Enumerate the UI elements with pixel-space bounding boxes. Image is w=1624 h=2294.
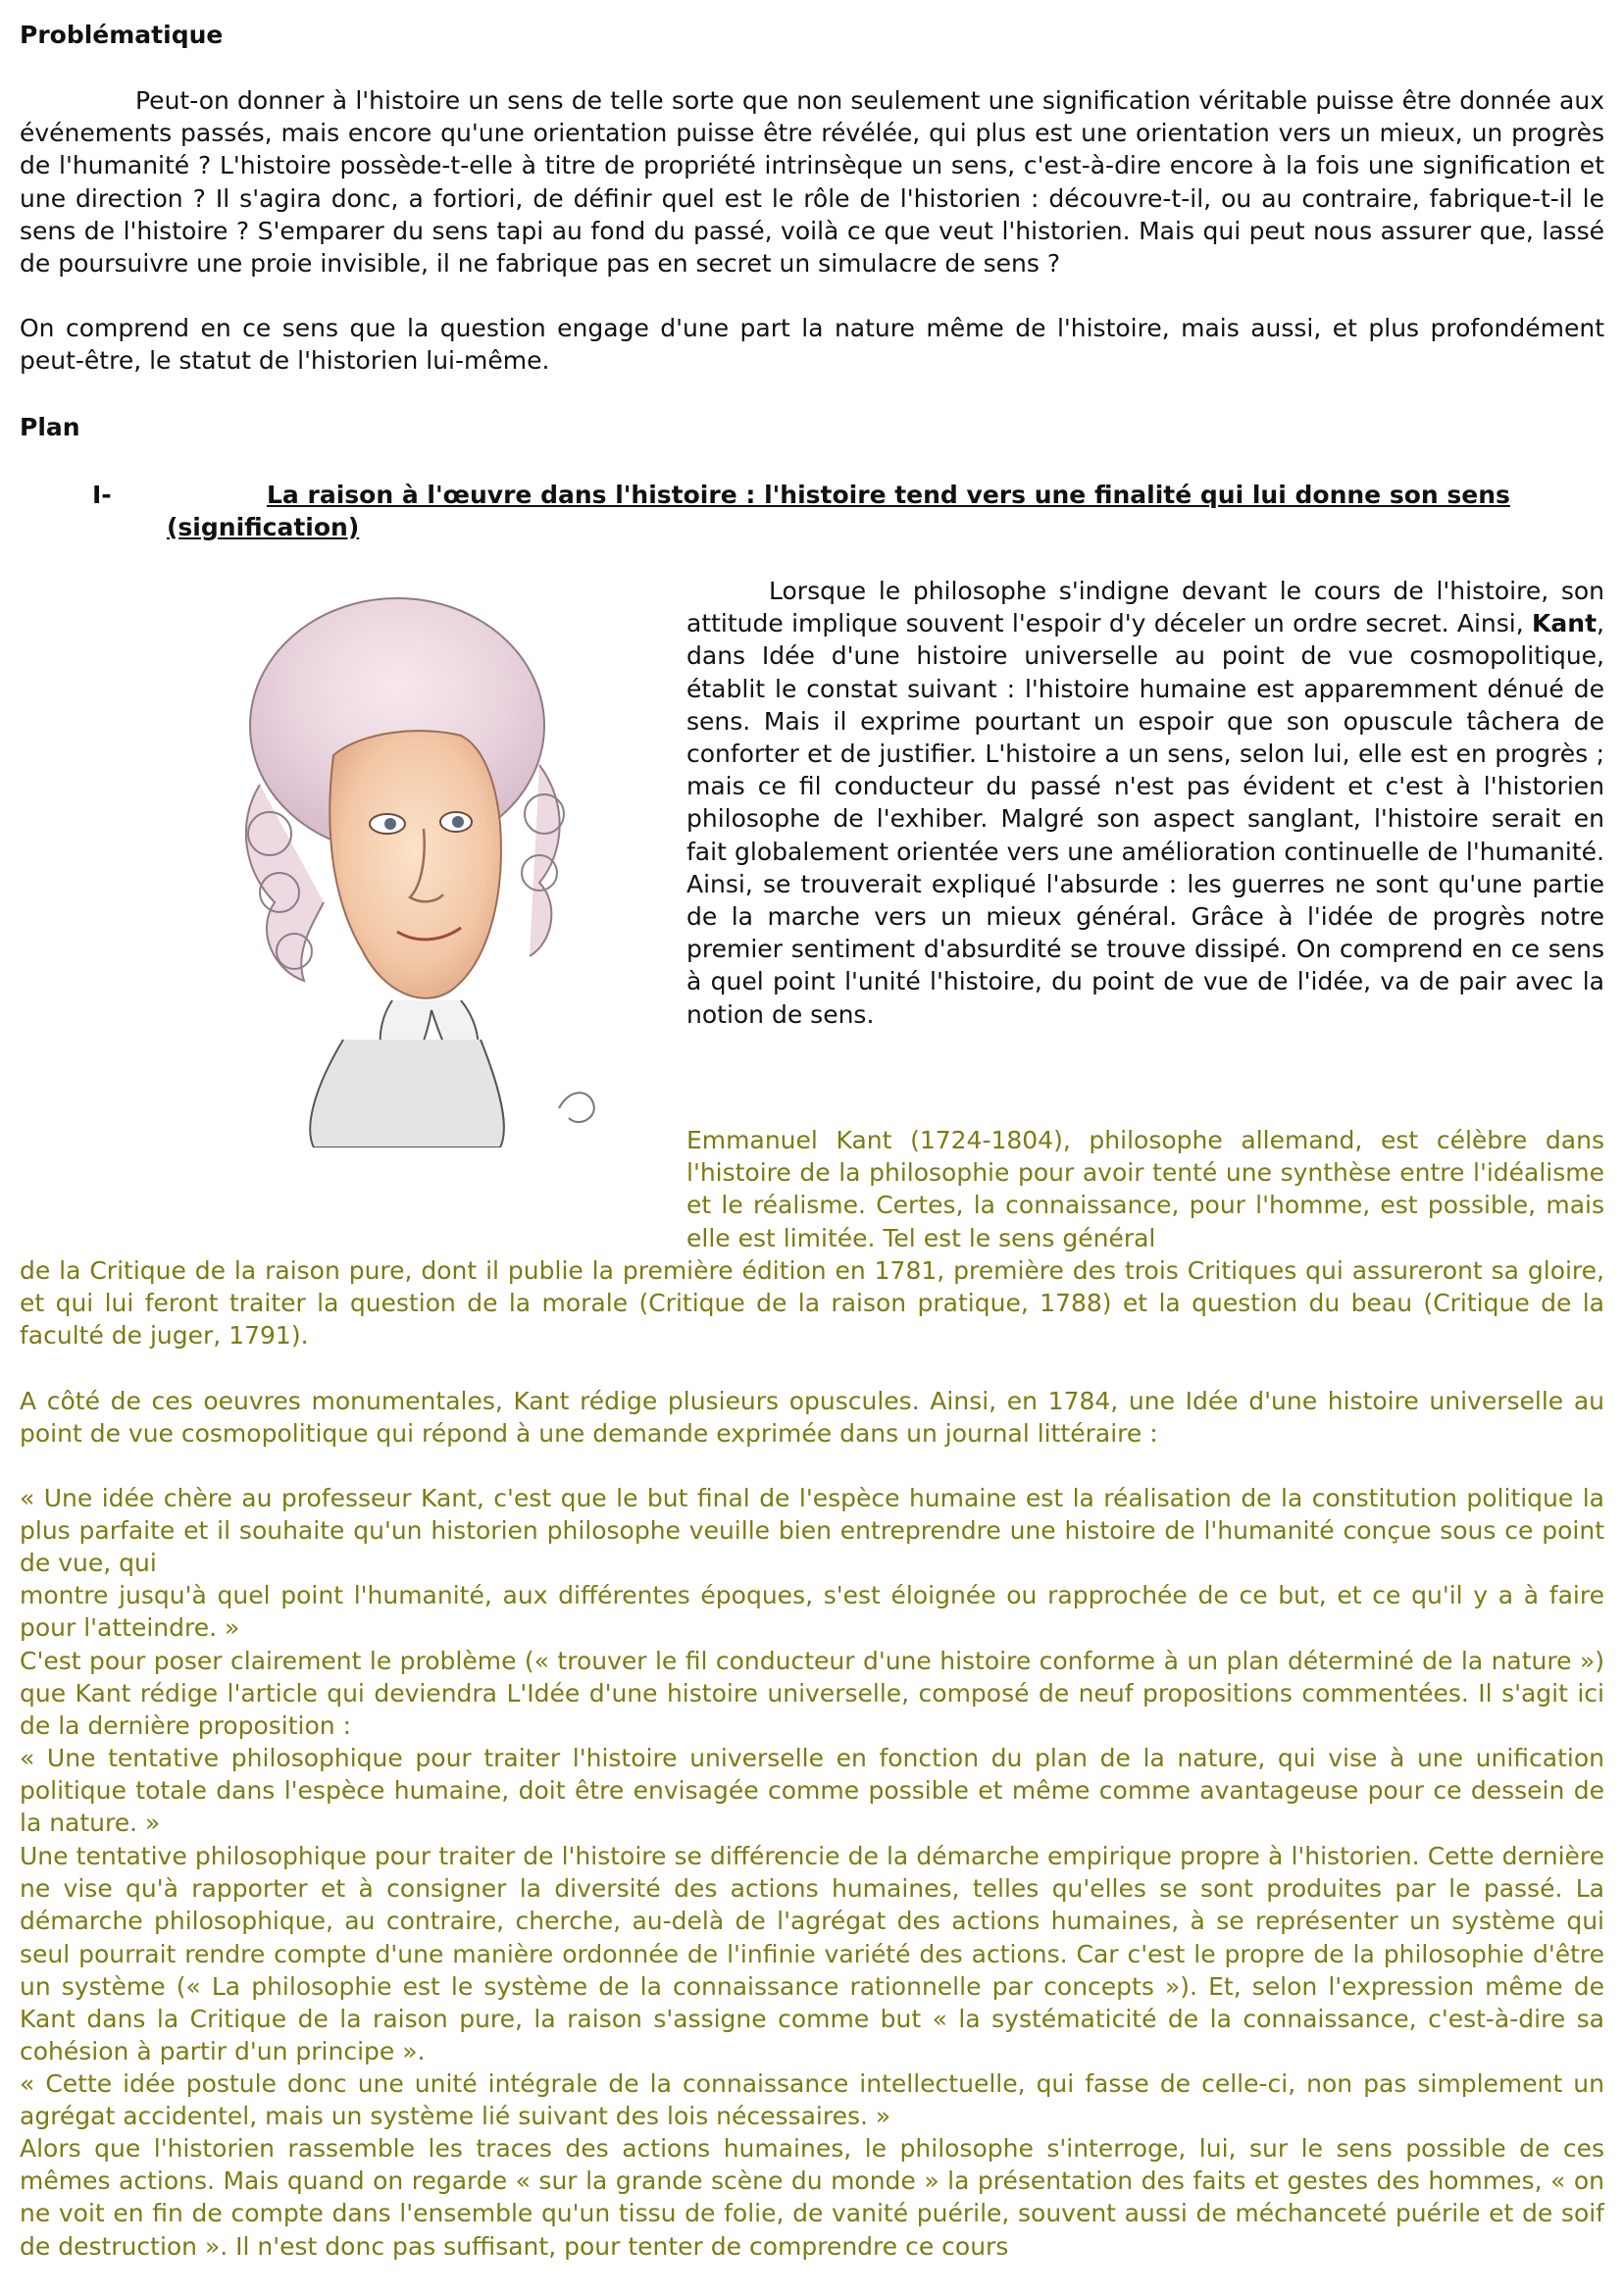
problematique-conclusion: On comprend en ce sens que la question engage d'une part la nature même de l'histoire, mais aussi, et plus profondément peut-être, le statut de l'historien lui-même. bbox=[20, 314, 1604, 376]
quote-two-paragraph: « Une tentative philosophique pour traiter l'histoire universelle en fonction du plan de la nature, qui vise à une unification politique totale dans l'espèce humaine, doit être envisagée comme possible et même comme avantageuse pour ce dessein de la nature. » bbox=[20, 1744, 1604, 1838]
opuscules-paragraph: A côté de ces oeuvres monumentales, Kant rédige plusieurs opuscules. Ainsi, en 1784, une Idée d'une histoire universelle au point de vue cosmopolitique qui répond à une demande exprimée dans un journal littéraire : bbox=[20, 1387, 1604, 1449]
kant-intro-paragraph bbox=[686, 575, 1604, 1031]
kant-caricature-image bbox=[167, 579, 657, 1147]
historien-paragraph: Alors que l'historien rassemble les traces des actions humaines, le philosophe s'interroge, lui, sur le sens possible de ces mêmes actions. Mais quand on regarde « sur la grande scène du monde » la présentation des faits et gestes des hommes, « on ne voit en fin de compte dans l'ensemble qu'un tissu de folie, de vanité puérile, souvent aussi de méchanceté puérile et de soif de destruction ». Il n'est donc pas suffisant, pour tenter de comprendre ce cours bbox=[20, 2134, 1604, 2261]
section-number: I- bbox=[92, 481, 112, 509]
problematique-paragraph: Peut-on donner à l'histoire un sens de telle sorte que non seulement une signification véritable puisse être donnée aux événements passés, mais encore qu'une orientation puisse être révélée, qui plus est une orientation vers un mieux, un progrès de l'humanité ? L'histoire possède-t-elle à titre de propriété intrinsèque un sens, c'est-à-dire encore à la fois une signification et une direction ? Il s'agira donc, a fortiori, de définir quel est le rôle de l'historien : découvre-t-il, ou au contraire, fabrique-t-il le sens de l'histoire ? S'emparer du sens tapi au fond du passé, voilà ce que veut l'historien. Mais qui peut nous assurer que, lassé de poursuivre une proie invisible, il ne fabrique pas en secret un simulacre de sens ? bbox=[20, 86, 1604, 279]
quote-one-part-two: montre jusqu'à quel point l'humanité, aux différentes époques, s'est éloignée ou rapprochée de ce but, et ce qu'il y a à faire pour l'atteindre. » bbox=[20, 1581, 1604, 1643]
kant-intro-after: , dans Idée d'une histoire universelle au point de vue cosmopolitique, établit le constat suivant : l'histoire humaine est apparemment dénué de sens. Mais il exprime pourtant un espoir que son opuscule tâchera de conforter et de justifier. L'histoire a un sens, selon lui, elle est en progrès ; mais ce fil conducteur du passé n'est pas évident et c'est à l'historien philosophe de l'exhiber. Malgré son aspect sanglant, l'histoire serait en fait globalement orientée vers une amélioration continuelle de l'humanité. Ainsi, se trouverait expliqué l'absurde : les guerres ne sont qu'une partie de la marche vers un mieux général. Grâce à l'idée de progrès notre premier sentiment d'absurdité se trouve dissipé. On comprend en ce sens à quel point l'unité l'histoire, du point de vue de l'idée, va de pair avec la notion de sens. bbox=[686, 609, 1604, 1029]
quote-one-part-one: « Une idée chère au professeur Kant, c'est que le but final de l'espèce humaine est la réalisation de la constitution politique la plus parfaite et il souhaite qu'un historien philosophe veuille bien entreprendre une histoire de l'humanité conçue sous ce point de vue, qui bbox=[20, 1484, 1604, 1578]
kant-intro-before: Lorsque le philosophe s'indigne devant le cours de l'histoire, son attitude implique souvent l'espoir d'y déceler un ordre secret. Ainsi, bbox=[686, 577, 1604, 638]
section-title-text: La raison à l'œuvre dans l'histoire : l'histoire tend vers une finalité qui lui donne son sens (signification) bbox=[167, 481, 1510, 541]
bio-side-paragraph: Emmanuel Kant (1724-1804), philosophe allemand, est célèbre dans l'histoire de la philosophie pour avoir tenté une synthèse entre l'idéalisme et le réalisme. Certes, la connaissance, pour l'homme, est possible, mais elle est limitée. Tel est le sens général bbox=[686, 1126, 1604, 1252]
bio-full-paragraph: de la Critique de la raison pure, dont il publie la première édition en 1781, première des trois Critiques qui assureront sa gloire, et qui lui feront traiter la question de la morale (Critique de la raison pratique, 1788) et la question du beau (Critique de la faculté de juger, 1791). bbox=[20, 1256, 1604, 1351]
probleme-paragraph: C'est pour poser clairement le problème (« trouver le fil conducteur d'une histoire conforme à un plan déterminé de la nature ») que Kant rédige l'article qui deviendra L'Idée d'une histoire universelle, composé de neuf propositions commentées. Il s'agit ici de la dernière proposition : bbox=[20, 1647, 1604, 1741]
quote-three-paragraph: « Cette idée postule donc une unité intégrale de la connaissance intellectuelle, qui fasse de celle-ci, non pas simplement un agrégat accidentel, mais un système lié suivant des lois nécessaires. » bbox=[20, 2069, 1604, 2131]
tentative-paragraph: Une tentative philosophique pour traiter de l'histoire se différencie de la démarche empirique propre à l'historien. Cette dernière ne vise qu'à rapporter et à consigner la diversité des actions humaines, telles qu'elles se sont produites par le passé. La démarche philosophique, au contraire, cherche, au-delà de l'agrégat des actions humaines, à se représenter un système qui seul pourrait rendre compte d'une manière ordonnée de l'infinie variété des actions. Car c'est le propre de la philosophie d'être un système (« La philosophie est le système de la connaissance rationnelle par concepts »). Et, selon l'expression même de Kant dans la Critique de la raison pure, la raison s'assigne comme but « la systématicité de la connaissance, c'est-à-dire sa cohésion à partir d'un principe ». bbox=[20, 1842, 1604, 2066]
heading-plan: Plan bbox=[20, 413, 80, 441]
kant-name-bold: Kant bbox=[1532, 609, 1598, 638]
heading-problematique: Problématique bbox=[20, 21, 224, 49]
